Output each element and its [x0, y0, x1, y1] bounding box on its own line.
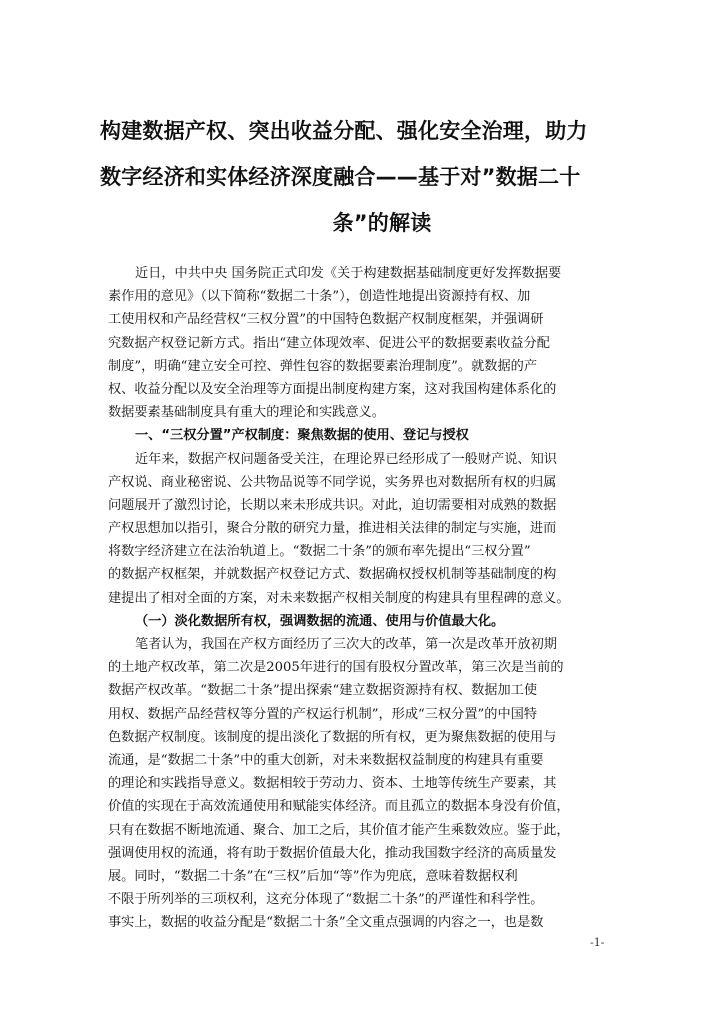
paragraph-line: 用权、数据产品经营权等分置的产权运行机制”，形成“三权分置”的中国特 [108, 706, 538, 722]
paragraph-line: 的理论和实践指导意义。数据相较于劳动力、资本、土地等传统生产要素，其 [108, 776, 557, 792]
paragraph-line: 强调使用权的流通，将有助于数据价值最大化，推动我国数字经济的高质量发 [108, 845, 557, 861]
document-body [108, 262, 622, 934]
paragraph-line: 近年来，数据产权问题备受关注，在理论界已经形成了一般财产说、知识 [135, 451, 557, 467]
paragraph-line: 数据产权改革。“数据二十条”提出探索“建立数据资源持有权、数据加工使 [108, 683, 538, 699]
paragraph-line: 产权说、商业秘密说、公共物品说等不同学说，实务界也对数据所有权的归属 [108, 474, 557, 490]
title-line-3: 条”的解读 [332, 211, 432, 235]
paragraph-line: 的数据产权框架，并就数据产权登记方式、数据确权授权机制等基础制度的构 [108, 567, 557, 583]
paragraph-line: 权、收益分配以及安全治理等方面提出制度构建方案，这对我国构建体系化的 [108, 381, 557, 397]
title-line-1: 构建数据产权、突出收益分配、强化安全治理，助力 [100, 119, 588, 143]
section-heading: 一、“三权分置”产权制度：聚焦数据的使用、登记与授权 [135, 428, 469, 444]
subsection-heading: （一）淡化数据所有权，强调数据的流通、使用与价值最大化。 [135, 613, 505, 629]
paragraph-line: 色数据产权制度。该制度的提出淡化了数据的所有权，更为聚焦数据的使用与 [108, 729, 557, 745]
paragraph-line: 制度”，明确“建立安全可控、弹性包容的数据要素治理制度”。就数据的产 [108, 358, 538, 374]
page-number: -1- [590, 936, 605, 949]
paragraph-line: 流通，是“数据二十条”中的重大创新，对未来数据权益制度的构建具有重要 [108, 752, 544, 768]
paragraph-line: 究数据产权登记新方式。指出“建立体现效率、促进公平的数据要素收益分配 [108, 335, 550, 351]
paragraph-line: 事实上，数据的收益分配是“数据二十条”全文重点强调的内容之一，也是数 [108, 915, 544, 931]
paragraph-line: 将数字经济建立在法治轨道上。“数据二十条”的颁布率先提出“三权分置” [108, 544, 531, 560]
paragraph-line: 建提出了相对全面的方案，对未来数据产权相关制度的构建具有里程碑的意义。 [108, 590, 570, 606]
title-line-2: 数字经济和实体经济深度融合——基于对”数据二十 [100, 165, 581, 189]
paragraph-line: 产权思想加以指引，聚合分散的研究力量，推进相关法律的制定与实施，进而 [108, 521, 557, 537]
paragraph-line: 数据要素基础制度具有重大的理论和实践意义。 [108, 405, 385, 421]
paragraph-line: 工使用权和产品经营权“三权分置”的中国特色数据产权制度框架，并强调研 [108, 312, 544, 328]
paragraph-line: 展。同时，“数据二十条”在“三权”后加“等”作为兜底，意味着数据权利 [108, 868, 518, 884]
paragraph-line: 笔者认为，我国在产权方面经历了三次大的改革，第一次是改革开放初期 [135, 637, 557, 652]
paragraph-line: 不限于所列举的三项权利，这充分体现了“数据二十条”的严谨性和科学性。 [108, 892, 544, 908]
document-title [100, 108, 624, 246]
paragraph-line: 价值的实现在于高效流通使用和赋能实体经济。而且孤立的数据本身没有价值， [108, 799, 570, 815]
paragraph-line: 问题展开了激烈讨论，长期以来未形成共识。对此，迫切需要相对成熟的数据 [108, 497, 557, 513]
paragraph-line: 素作用的意见》（以下简称“数据二十条”），创造性地提出资源持有权、加 [108, 289, 531, 305]
paragraph-line: 近日，中共中央 国务院正式印发《关于构建数据基础制度更好发挥数据要 [135, 266, 562, 281]
paragraph-line: 只有在数据不断地流通、聚合、加工之后，其价值才能产生乘数效应。鉴于此， [108, 822, 570, 838]
paragraph-line: 的土地产权改革，第二次是2005年进行的国有股权分置改革，第三次是当前的 [108, 660, 564, 676]
